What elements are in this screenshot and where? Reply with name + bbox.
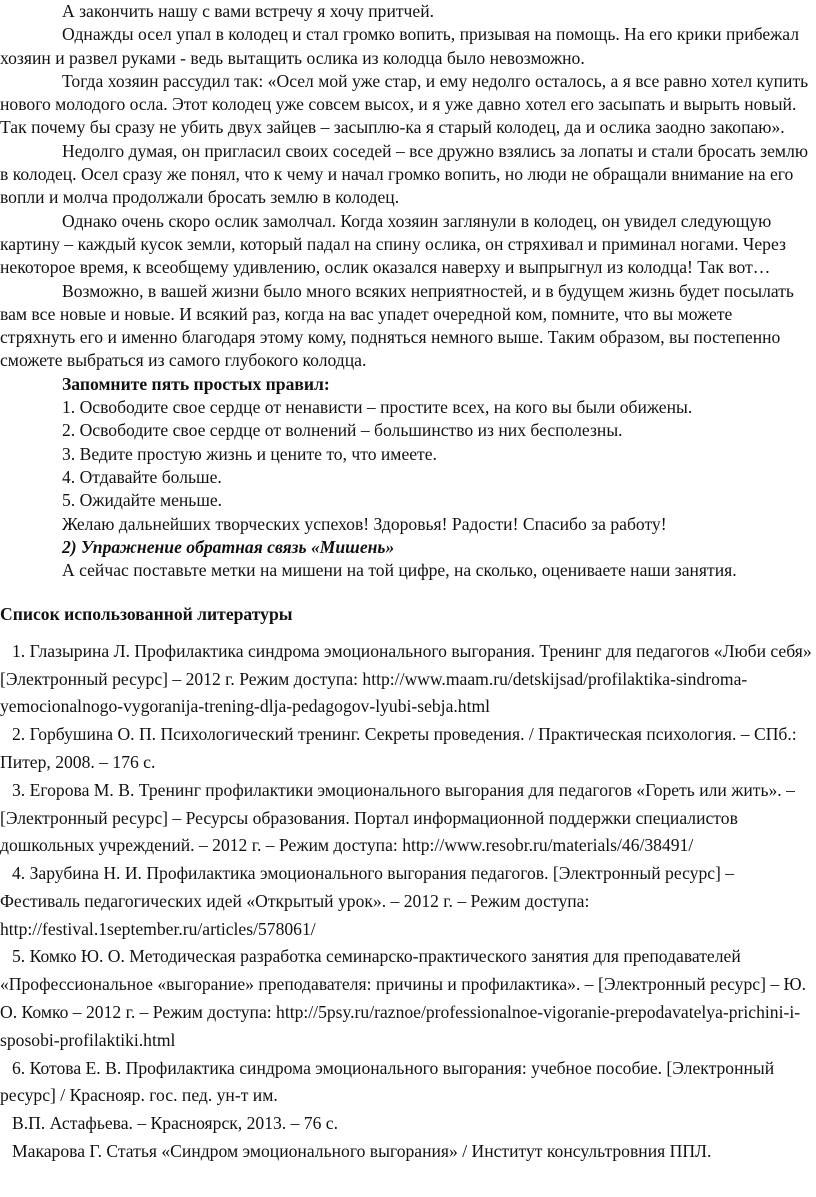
reference-item	[0, 1055, 812, 1111]
reference-text: 5. Комко Ю. О. Методическая разработка семинарско-практического занятия для преподавателей «Профессиональное «выгорание» преподавателя: причины и профилактика». – [Электронный ресурс] – Ю. О. Комко – 2012 г. – Режим доступа: http://5psy.ru/raznoe/professionalnoe-vigoranie-prepodavatelya-prichini-i-sposobi-profilaktiki.html	[0, 946, 807, 1050]
rules-list	[0, 396, 816, 512]
section-spacer	[0, 627, 816, 638]
reference-text: Макарова Г. Статья «Синдром эмоционального выгорания» / Институт консультровния ППЛ.	[12, 1141, 712, 1162]
reference-item	[0, 860, 812, 943]
parable-paragraph: А закончить нашу с вами встречу я хочу притчей.	[62, 1, 435, 21]
reference-text: 3. Егорова М. В. Тренинг профилактики эмоционального выгорания для педагогов «Гореть или жить». – [Электронный ресурс] – Ресурсы образования. Портал информационной поддержки специалистов дошкольных учреждений. – 2012 г. – Режим доступа: http://www.resobr.ru/materials/46/38491/	[0, 779, 795, 856]
parable-paragraph: Недолго думая, он пригласил своих соседей – все дружно взялись за лопаты и стали бросать землю в колодец. Осел сразу же понял, что к чему и начал громко вопить, но люди не обращали внимание на его вопли и молча продолжали бросать землю в колодец.	[0, 140, 808, 208]
rules-heading: Запомните пять простых правил:	[62, 373, 330, 394]
reference-item	[0, 943, 812, 1054]
parable-paragraph: Однажды осел упал в колодец и стал громко вопить, призывая на помощь. На его крики прибежал хозяин и развел руками - ведь вытащить ослика из колодца было невозможно.	[0, 24, 800, 68]
section-spacer	[0, 582, 816, 603]
reference-item	[0, 638, 812, 721]
parable-paragraph: Тогда хозяин рассудил так: «Осел мой уже стар, и ему недолго осталось, а я все равно хотел купить нового молодого осла. Этот колодец уже совсем высох, и я уже давно хотел его засыпать и вырыть новый. Так почему бы сразу не убить двух зайцев – засыплю-ка я старый колодец, да и ослика заодно закопаю».	[0, 70, 809, 138]
rule-item: 4. Отдавайте больше.	[62, 466, 222, 487]
reference-text: 1. Глазырина Л. Профилактика синдрома эмоционального выгорания. Тренинг для педагогов «Люби себя» [Электронный ресурс] – 2012 г. Режим доступа: http://www.maam.ru/detskijsad/profilaktika-sindroma-yemocionalnogo-vygoranija-trening-dlja-pedagogov-lyubi-sebja.html	[0, 640, 812, 717]
rule-item: 2. Освободите свое сердце от волнений – большинство из них бесполезны.	[62, 420, 623, 441]
exercise-title: 2) Упражнение обратная связь «Мишень»	[62, 536, 395, 557]
rule-item: 5. Ожидайте меньше.	[62, 490, 223, 511]
parable-paragraph: Однако очень скоро ослик замолчал. Когда хозяин заглянули в колодец, он увидел следующую картину – каждый кусок земли, который падал на спину ослика, он стряхивал и приминал ногами. Через некоторое время, к всеобщему удивлению, ослик оказался наверху и выпрыгнул из колодца! Так вот…	[0, 210, 786, 278]
rule-item: 1. Освободите свое сердце от ненависти – простите всех, на кого вы были обижены.	[62, 397, 693, 418]
reference-item	[0, 1110, 812, 1138]
references-heading: Список использованной литературы	[0, 604, 293, 625]
reference-text: 2. Горбушина О. П. Психологический тренинг. Секреты проведения. / Практическая психология. – СПб.: Питер, 2008. – 176 с.	[0, 724, 797, 772]
parable-section	[0, 0, 816, 373]
reference-item	[0, 777, 812, 860]
reference-item	[0, 1138, 812, 1166]
reference-text: В.П. Астафьева. – Красноярск, 2013. – 76 с.	[12, 1113, 338, 1134]
rule-item: 3. Ведите простую жизнь и цените то, что имеете.	[62, 443, 437, 464]
reference-text: 4. Зарубина Н. И. Профилактика эмоционального выгорания педагогов. [Электронный ресурс] – Фестиваль педагогических идей «Открытый урок». – 2012 г. – Режим доступа: http://festival.1september.ru/articles/578061/	[0, 863, 735, 939]
closing-wishes: Желаю дальнейших творческих успехов! Здоровья! Радости! Спасибо за работу!	[62, 513, 667, 534]
reference-item	[0, 721, 812, 777]
reference-text: 6. Котова Е. В. Профилактика синдрома эмоционального выгорания: учебное пособие. [Электронный ресурс] / Краснояр. гос. пед. ун-т им.	[0, 1057, 775, 1106]
exercise-text: А сейчас поставьте метки на мишени на той цифре, на сколько, оцениваете наши занятия.	[62, 560, 737, 581]
references-list	[0, 638, 816, 1166]
parable-paragraph: Возможно, в вашей жизни было много всяких неприятностей, и в будущем жизнь будет посылать вам все новые и новые. И всякий раз, когда на вас упадет очередной ком, помните, что вы можете стряхнуть его и именно благодаря этому кому, подняться немного выше. Таким образом, вы постепенно сможете выбраться из самого глубокого колодца.	[0, 280, 794, 371]
